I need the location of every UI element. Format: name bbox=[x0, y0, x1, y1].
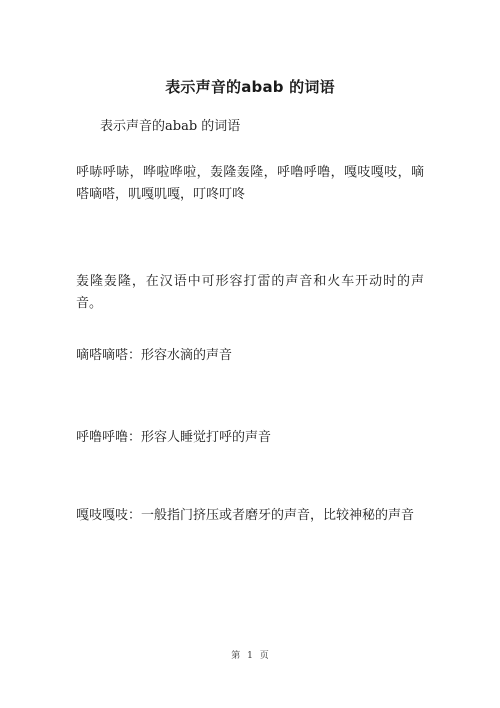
paragraph-dida: 嘀嗒嘀嗒：形容水滴的声音 bbox=[76, 348, 233, 363]
paragraph-hulu: 呼噜呼噜：形容人睡觉打呼的声音 bbox=[76, 430, 272, 445]
page-number: 1 bbox=[247, 651, 253, 661]
page-footer bbox=[0, 648, 500, 661]
paragraph-gazhi: 嘎吱嘎吱：一般指门挤压或者磨牙的声音，比较神秘的声音 bbox=[76, 508, 415, 523]
paragraph-honglong: 轰隆轰隆，在汉语中可形容打雷的声音和火车开动时的声音。 bbox=[76, 274, 424, 311]
paragraph-word-list: 呼哧呼哧，哗啦哗啦，轰隆轰隆，呼噜呼噜，嘎吱嘎吱，嘀嗒嘀嗒，叽嘎叽嘎，叮咚叮咚 bbox=[76, 165, 424, 202]
footer-suffix: 页 bbox=[259, 651, 269, 661]
document-subtitle: 表示声音的abab 的词语 bbox=[100, 119, 241, 134]
document-title: 表示声音的abab 的词语 bbox=[165, 78, 335, 96]
footer-prefix: 第 bbox=[231, 651, 241, 661]
